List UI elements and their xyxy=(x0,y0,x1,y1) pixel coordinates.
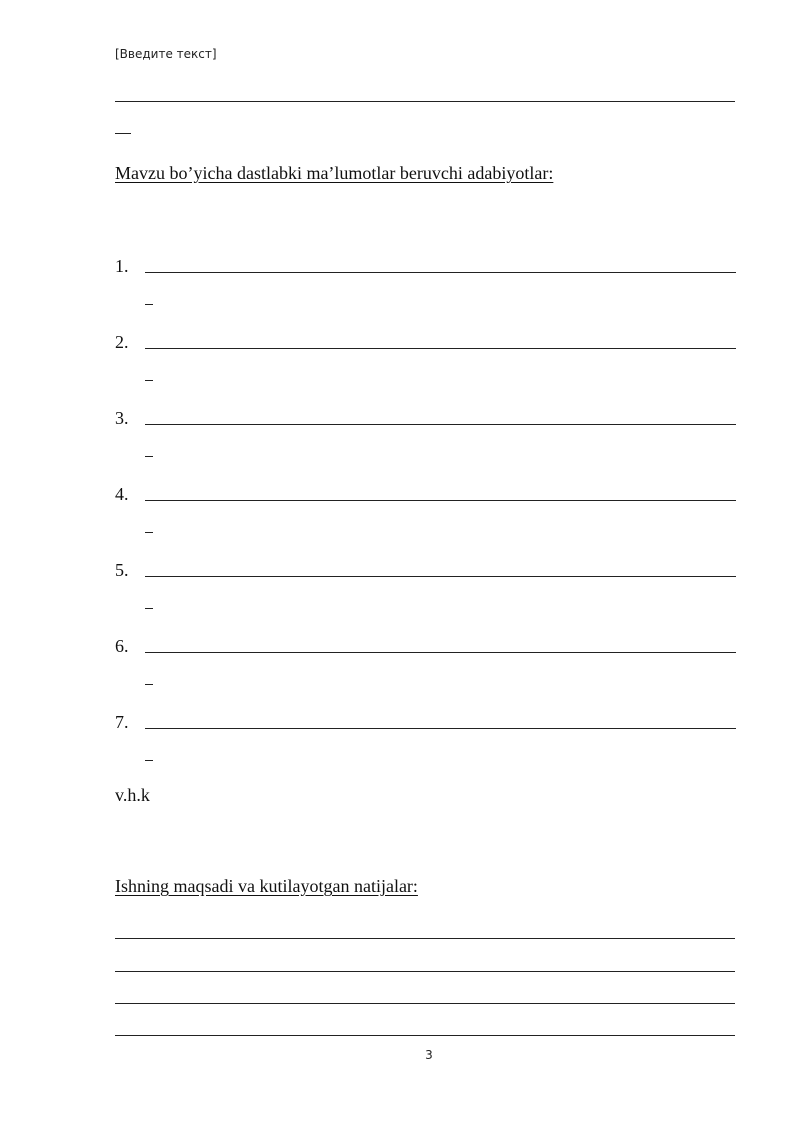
list-item-line xyxy=(145,348,736,349)
list-item-number: 6. xyxy=(115,636,129,656)
title-rule xyxy=(115,101,735,102)
goals-line xyxy=(115,1035,735,1036)
list-item-line xyxy=(145,576,736,577)
list-item-line-tail xyxy=(145,456,153,457)
list-item-line-tail xyxy=(145,684,153,685)
list-item-line xyxy=(145,500,736,501)
list-item-number: 4. xyxy=(115,484,129,504)
goals-line xyxy=(115,938,735,939)
list-item-line-tail xyxy=(145,304,153,305)
list-item-number: 3. xyxy=(115,408,129,428)
list-item-number: 1. xyxy=(115,256,129,276)
list-item-number: 2. xyxy=(115,332,129,352)
header-placeholder: [Введите текст] xyxy=(115,47,217,61)
list-item-line xyxy=(145,424,736,425)
list-item-line-tail xyxy=(145,608,153,609)
literature-heading: Mavzu bo’yicha dastlabki ma’lumotlar beruvchi adabiyotlar: xyxy=(115,163,554,183)
list-item-line-tail xyxy=(145,760,153,761)
list-item-number: 5. xyxy=(115,560,129,580)
list-item-line-tail xyxy=(145,532,153,533)
goals-line xyxy=(115,1003,735,1004)
goals-line xyxy=(115,971,735,972)
list-item-line xyxy=(145,652,736,653)
goals-heading: Ishning maqsadi va kutilayotgan natijalar: xyxy=(115,876,418,896)
title-rule-tail xyxy=(115,133,131,134)
list-item-line-tail xyxy=(145,380,153,381)
list-item-number: 7. xyxy=(115,712,129,732)
list-item-line xyxy=(145,728,736,729)
etc-label: v.h.k xyxy=(115,785,150,805)
list-item-line xyxy=(145,272,736,273)
page-number: 3 xyxy=(425,1048,433,1062)
